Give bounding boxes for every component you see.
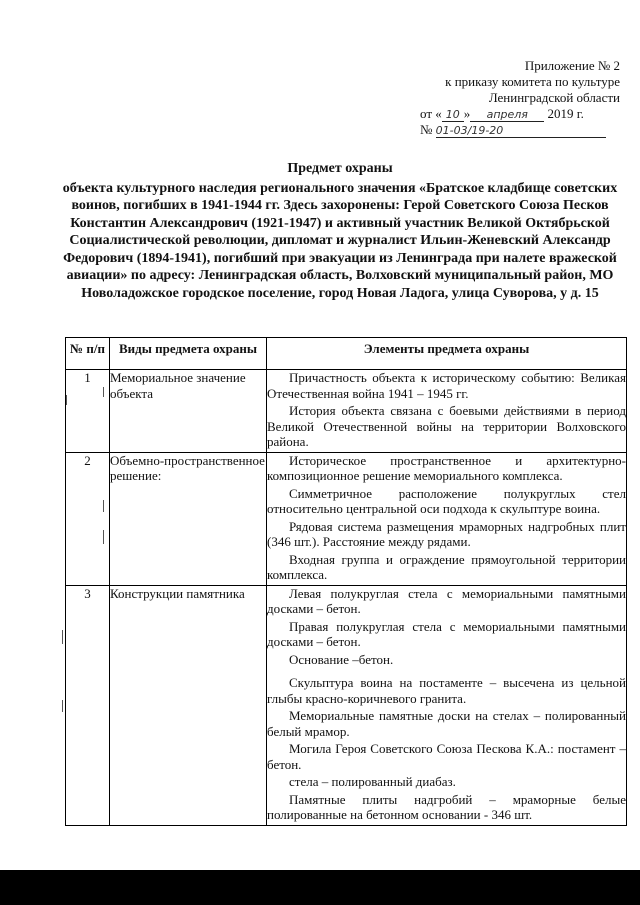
document-title [60, 160, 620, 302]
element-paragraph: Левая полукруглая стела с мемориальными памятными досками – бетон. [267, 585, 626, 616]
appendix-line-3: Ленинградской области [488, 90, 620, 105]
row-elements [267, 370, 627, 453]
appendix-line-2: к приказу комитета по культуре [445, 74, 620, 89]
element-paragraph: Памятные плиты надгробий – мраморные белые полированные на бетонном основании - 346 шт. [267, 791, 626, 822]
appendix-block [420, 58, 620, 138]
date-month: апреля [470, 108, 544, 122]
element-paragraph: Рядовая система размещения мраморных надгробных плит (346 шт.). Расстояние между рядами. [267, 518, 626, 549]
element-paragraph: Правая полукруглая стела с мемориальными памятными досками – бетон. [267, 618, 626, 649]
row-elements [267, 585, 627, 825]
protection-table [65, 337, 627, 826]
table-row [66, 370, 627, 453]
appendix-date: от « 10 » апреля 2019 г. [420, 106, 584, 121]
row-kind: Конструкции памятника [110, 585, 267, 825]
scan-mark [66, 395, 67, 405]
appendix-line-1: Приложение № 2 [524, 58, 620, 73]
element-paragraph: Основание –бетон. [289, 651, 394, 667]
scan-mark [62, 630, 63, 644]
scan-border [0, 870, 640, 905]
row-num: 1 [66, 370, 110, 453]
table-row [66, 585, 627, 825]
header-elements: Элементы предмета охраны [267, 338, 627, 370]
table-row [66, 452, 627, 585]
element-paragraph: Симметричное расположение полукруглых стел относительно центральной оси подхода к скульптуре воина. [267, 485, 626, 516]
row-kind: Объемно-пространственное решение: [110, 452, 267, 585]
table-header-row [66, 338, 627, 370]
element-paragraph: История объекта связана с боевыми действиями в период Великой Отечественной войны на территории Волховского района. [267, 403, 626, 449]
appendix-number: № 01-03/19-20 [420, 122, 620, 138]
element-paragraph: Мемориальные памятные доски на стелах – полированный белый мрамор. [267, 708, 626, 739]
row-kind: Мемориальное значение объекта [110, 370, 267, 453]
title-body: объекта культурного наследия регионального значения «Братское кладбище советских воинов, погибших в 1941-1944 гг. Здесь захоронены: Герой Советского Союза Песков Константин Александрович (1921-1947) и активный участник Великой Октябрьской Социалистической революции, дипломат и журналист Ильин-Женевский Александр Федорович (1894-1941), погибший при эвакуации из Ленинграда при налете вражеской авиации» по адресу: Ленинградская область, Волховский муниципальный район, МО Новоладожское городское поселение, город Новая Ладога, улица Суворова, у д. 15 [62, 180, 618, 301]
scan-mark [62, 700, 63, 712]
element-paragraph: Историческое пространственное и архитектурно-композиционное решение мемориального комплекса. [267, 452, 626, 483]
order-number: 01-03/19-20 [436, 124, 606, 138]
element-paragraph: Причастность объекта к историческому событию: Великая Отечественная война 1941 – 1945 гг. [267, 370, 626, 401]
element-paragraph: стела – полированный диабаз. [289, 774, 456, 789]
title-heading: Предмет охраны [287, 161, 393, 176]
element-paragraph: Могила Героя Советского Союза Пескова К.А.: постамент – бетон. [267, 741, 626, 772]
row-elements [267, 452, 627, 585]
header-kind: Виды предмета охраны [110, 338, 267, 370]
header-num: № п/п [66, 338, 110, 370]
date-year: 2019 г. [547, 106, 584, 121]
row-num: 3 [66, 585, 110, 825]
element-paragraph: Скульптура воина на постаменте – высечена из цельной глыбы красно-коричневого гранита. [267, 675, 626, 706]
element-paragraph: Входная группа и ограждение прямоугольной территории комплекса. [267, 551, 626, 582]
scan-mark [103, 530, 104, 544]
scan-mark [103, 500, 104, 512]
date-day: 10 [442, 108, 464, 122]
scan-mark [103, 387, 104, 397]
row-num: 2 [66, 452, 110, 585]
